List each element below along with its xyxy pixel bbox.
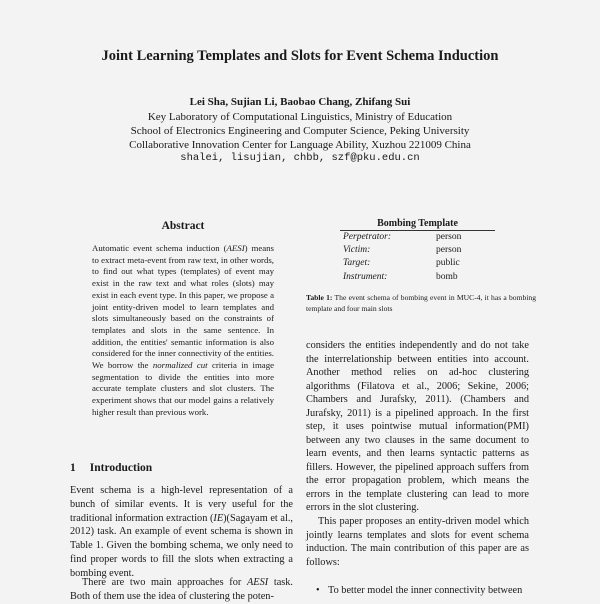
bullet-icon: •	[316, 585, 320, 596]
body-paragraph: considers the entities independently and do not take the interrelationship between entities into account. Another method relies on ad-hoc clustering algorithms (Filatova et al., 2006; Sekine, 2006; Chambers and Jurafsky, 2011). (Chambers and Jurafsky, 2011) is a pipelined approach. In the first step, it uses pointwise mutual information(PMI) between any two clauses in the same document to learn events, and then learns syntactic patterns as fillers. However, the pipelined approach suffers from the error propagation problem, which means the errors in the template clustering can lead to more errors in the slot clustering.	[306, 340, 529, 513]
bombing-template-table	[343, 232, 461, 285]
body-paragraph: This paper proposes an entity-driven model which jointly learns templates and slots for event schema induction. The main contribution of this paper are as follows:	[306, 516, 529, 568]
table-row: Target: public	[343, 258, 460, 269]
paper-title: Joint Learning Templates and Slots for Event Schema Induction	[101, 48, 499, 64]
affiliation-line: Collaborative Innovation Center for Language Ability, Xuzhou 221009 China	[129, 139, 471, 151]
bullet-item: • To better model the inner connectivity between	[316, 585, 523, 596]
table-title: Bombing Template	[340, 218, 495, 231]
abstract-body: Automatic event schema induction (AESI) means to extract meta-event from raw text, in other words, to find out what types (templates) of event may exist in the raw text and what roles (slots) may exist in each event type. In this paper, we propose a joint entity-driven model to learn templates and slots simultaneously based on the constraints of templates and slots in the same sentence. In addition, the entities' semantic information is also considered for the inner connectivity of the entities. We borrow the normalized cut criteria in image segmentation to divide the entities into more accurate template clusters and slot clusters. The experiment shows that our model gains a relatively higher result than previous work.	[92, 243, 274, 417]
affiliation-line: School of Electronics Engineering and Computer Science, Peking University	[130, 125, 470, 137]
abstract-heading: Abstract	[161, 220, 205, 232]
section-heading-introduction: 1 Introduction	[70, 462, 153, 474]
introduction-paragraph: There are two main approaches for AESI task. Both of them use the idea of clustering the poten-	[70, 577, 293, 602]
table-row: Victim: person	[343, 245, 462, 256]
author-list: Lei Sha, Sujian Li, Baobao Chang, Zhifang Sui	[189, 96, 411, 108]
author-email: shalei, lisujian, chbb, szf@pku.edu.cn	[180, 152, 420, 164]
table-row: Instrument: bomb	[343, 271, 458, 282]
introduction-paragraph: Event schema is a high-level representation of a bunch of similar events. It is very useful for the traditional information extraction (IE)(Sagayam et al., 2012) task. An example of event schema is shown in Table 1. Given the bombing schema, we only need to find proper words to fill the slots when extracting a bombing event.	[70, 485, 293, 579]
table-caption: Table 1: The event schema of bombing event in MUC-4, it has a bombing template and four main slots	[306, 293, 536, 313]
table-row: Perpetrator: person	[343, 232, 462, 242]
affiliation-line: Key Laboratory of Computational Linguistics, Ministry of Education	[147, 111, 453, 123]
